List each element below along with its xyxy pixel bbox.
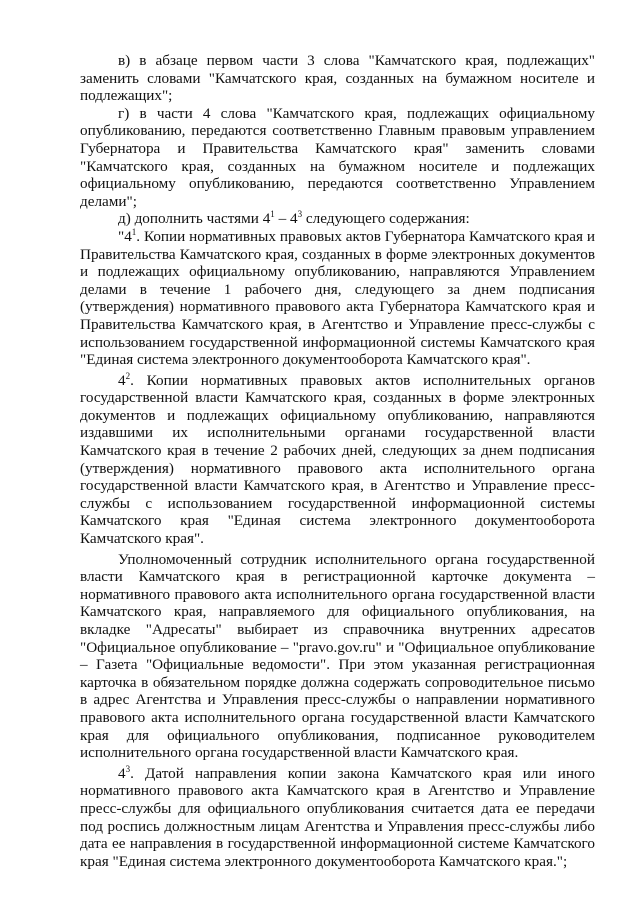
- paragraph-v: в) в абзаце первом части 3 слова "Камчатского края, подлежащих" заменить словами "Камчатского края, созданных на бумажном носителе и подлежащих";: [80, 52, 595, 105]
- paragraph-authorized-employee: Уполномоченный сотрудник исполнительного органа государственной власти Камчатского края в регистрационной карточке документа – нормативного правового акта исполнительного органа государственной власти Камчатского края, направляемого для официального опубликования, на вкладке "Адресаты" выбирает из справочника внутренних адресатов "Официальное опубликование – "pravo.gov.ru" и "Официальное опубликование – Газета "Официальные ведомости". При этом указанная регистрационная карточка в обязательном порядке должна содержать сопроводительное письмо в адрес Агентства и Управления пресс-службы о направлении нормативного правового акта исполнительного органа государственной власти Камчатского края для официального опубликования, подписанное руководителем исполнительного органа государственной власти Камчатского края.: [80, 550, 595, 762]
- paragraph-4-2-superscript: 2: [125, 370, 131, 381]
- paragraph-4-2-number: 4: [118, 371, 126, 389]
- paragraph-4-3-superscript: 3: [125, 763, 131, 774]
- paragraph-4-1-text: . Копии нормативных правовых актов Губернатора Камчатского края и Правительства Камчатского края, созданных в форме электронных документов и подлежащих официальному опубликованию, направляются Управлением делами в течение 1 рабочего дня, следующего за днем подписания (утверждения) нормативного правового акта Губернатора Камчатского края и Правительства Камчатского края, в Агентство и Управление пресс-службы с использованием государственной информационной системы Камчатского края "Единая система электронного документооборота Камчатского края".: [80, 227, 595, 369]
- paragraph-g: г) в части 4 слова "Камчатского края, подлежащих официальному опубликованию, передаются соответственно Главным правовым управлением Губернатора и Правительства Камчатского края" заменить словами "Камчатского края, созданных на бумажном носителе и подлежащих официальному опубликованию, передаются соответственно Управлением делами";: [80, 104, 595, 210]
- paragraph-4-2: [80, 372, 595, 548]
- paragraph-d: [80, 210, 595, 228]
- document-page: [80, 52, 595, 870]
- paragraph-4-3: [80, 765, 595, 871]
- paragraph-d-text-after: следующего содержания:: [302, 210, 470, 228]
- paragraph-4-1-superscript: 1: [131, 226, 137, 237]
- paragraph-4-2-text: . Копии нормативных правовых актов исполнительных органов государственной власти Камчатского края, созданных в форме электронных документов и подлежащих официальному опубликованию, направляются издавшими их исполнительными органами государственной власти Камчатского края в течение 2 рабочих дней, следующих за днем подписания (утверждения) нормативного правового акта исполнительного органа государственной власти Камчатского края, в Агентство и Управление пресс-службы с использованием государственной информационной системы Камчатского края "Единая система электронного документооборота Камчатского края".: [80, 371, 595, 548]
- paragraph-4-3-number: 4: [118, 764, 126, 782]
- paragraph-d-dash: – 4: [274, 210, 298, 228]
- paragraph-d-superscript-3: 3: [297, 209, 303, 220]
- paragraph-4-3-text: . Датой направления копии закона Камчатского края или иного нормативного правового акта Камчатского края в Агентство и Управление пресс-службы для официального опубликования считается дата ее передачи под роспись должностным лицам Агентства и Управления пресс-службы либо дата ее направления в государственной информационной системе Камчатского края "Единая система электронного документооборота Камчатского края.";: [80, 764, 595, 870]
- paragraph-4-1: [80, 228, 595, 369]
- paragraph-d-text-before: д) дополнить частями 4: [118, 210, 271, 228]
- paragraph-4-1-number: "4: [118, 227, 132, 245]
- paragraph-d-superscript-1: 1: [270, 209, 275, 220]
